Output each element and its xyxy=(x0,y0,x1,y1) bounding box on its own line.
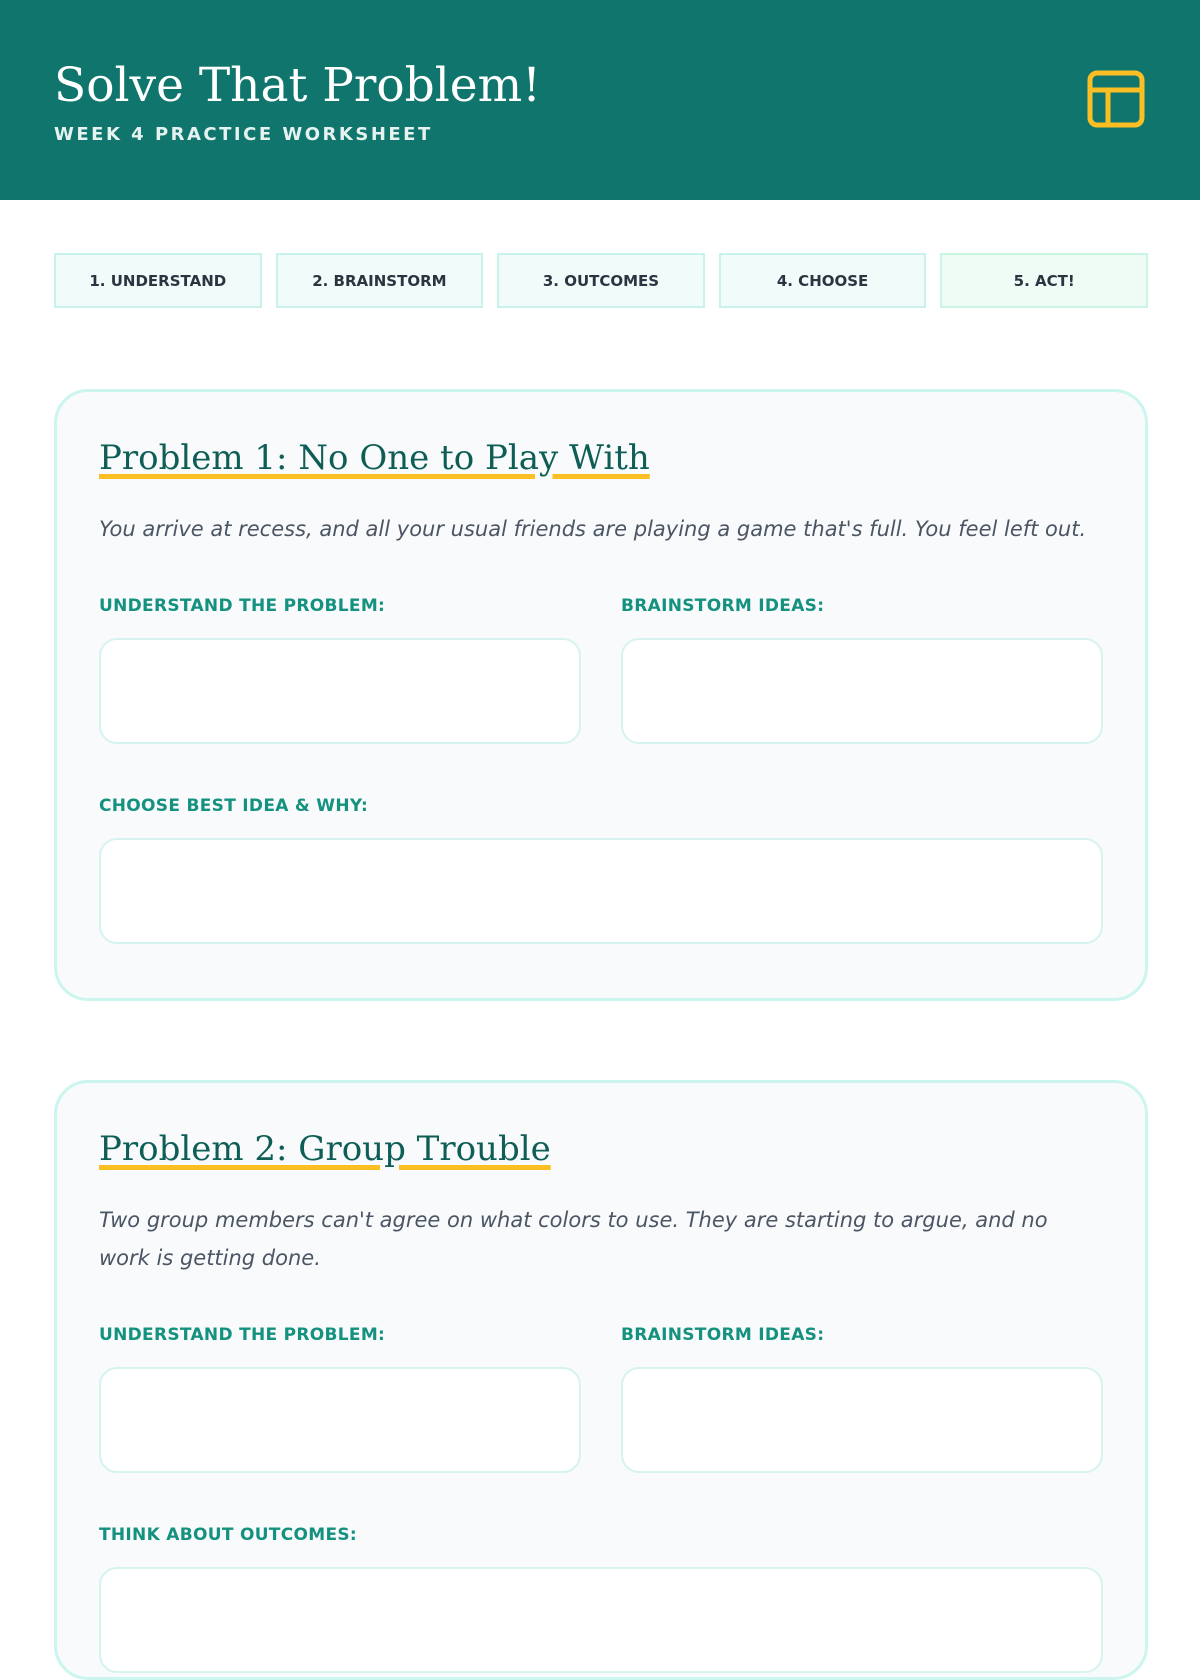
understand-field xyxy=(99,1325,581,1473)
steps-bar xyxy=(54,253,1148,308)
understand-field xyxy=(99,596,581,744)
brainstorm-answer-box[interactable] xyxy=(621,638,1103,744)
problem-title: Problem 2: Group Trouble xyxy=(99,1129,551,1169)
outcomes-label: THINK ABOUT OUTCOMES: xyxy=(99,1525,358,1545)
choose-field xyxy=(99,796,1103,944)
problem-card-2 xyxy=(54,1080,1148,1680)
layout-icon xyxy=(1087,70,1145,128)
problem-card-1 xyxy=(54,389,1148,1001)
page-subtitle: WEEK 4 PRACTICE WORKSHEET xyxy=(54,124,433,145)
brainstorm-answer-box[interactable] xyxy=(621,1367,1103,1473)
outcomes-answer-box[interactable] xyxy=(99,1567,1103,1673)
problem-description: Two group members can't agree on what colors to use. They are starting to argue, and no work is getting done. xyxy=(99,1208,1048,1270)
worksheet-header xyxy=(0,0,1200,200)
brainstorm-field xyxy=(621,1325,1103,1473)
choose-label: CHOOSE BEST IDEA & WHY: xyxy=(99,796,369,816)
step-brainstorm: 2. BRAINSTORM xyxy=(276,253,484,308)
step-choose: 4. CHOOSE xyxy=(719,253,927,308)
brainstorm-label: BRAINSTORM IDEAS: xyxy=(621,596,825,616)
step-act: 5. ACT! xyxy=(940,253,1148,308)
brainstorm-label: BRAINSTORM IDEAS: xyxy=(621,1325,825,1345)
understand-answer-box[interactable] xyxy=(99,638,581,744)
step-understand: 1. UNDERSTAND xyxy=(54,253,262,308)
understand-label: UNDERSTAND THE PROBLEM: xyxy=(99,1325,386,1345)
understand-answer-box[interactable] xyxy=(99,1367,581,1473)
brainstorm-field xyxy=(621,596,1103,744)
problem-description: You arrive at recess, and all your usual friends are playing a game that's full. You feel left out. xyxy=(99,517,1087,541)
understand-label: UNDERSTAND THE PROBLEM: xyxy=(99,596,386,616)
step-outcomes: 3. OUTCOMES xyxy=(497,253,705,308)
outcomes-field xyxy=(99,1525,1103,1673)
choose-answer-box[interactable] xyxy=(99,838,1103,944)
page-title: Solve That Problem! xyxy=(54,58,542,113)
problem-title: Problem 1: No One to Play With xyxy=(99,438,650,478)
